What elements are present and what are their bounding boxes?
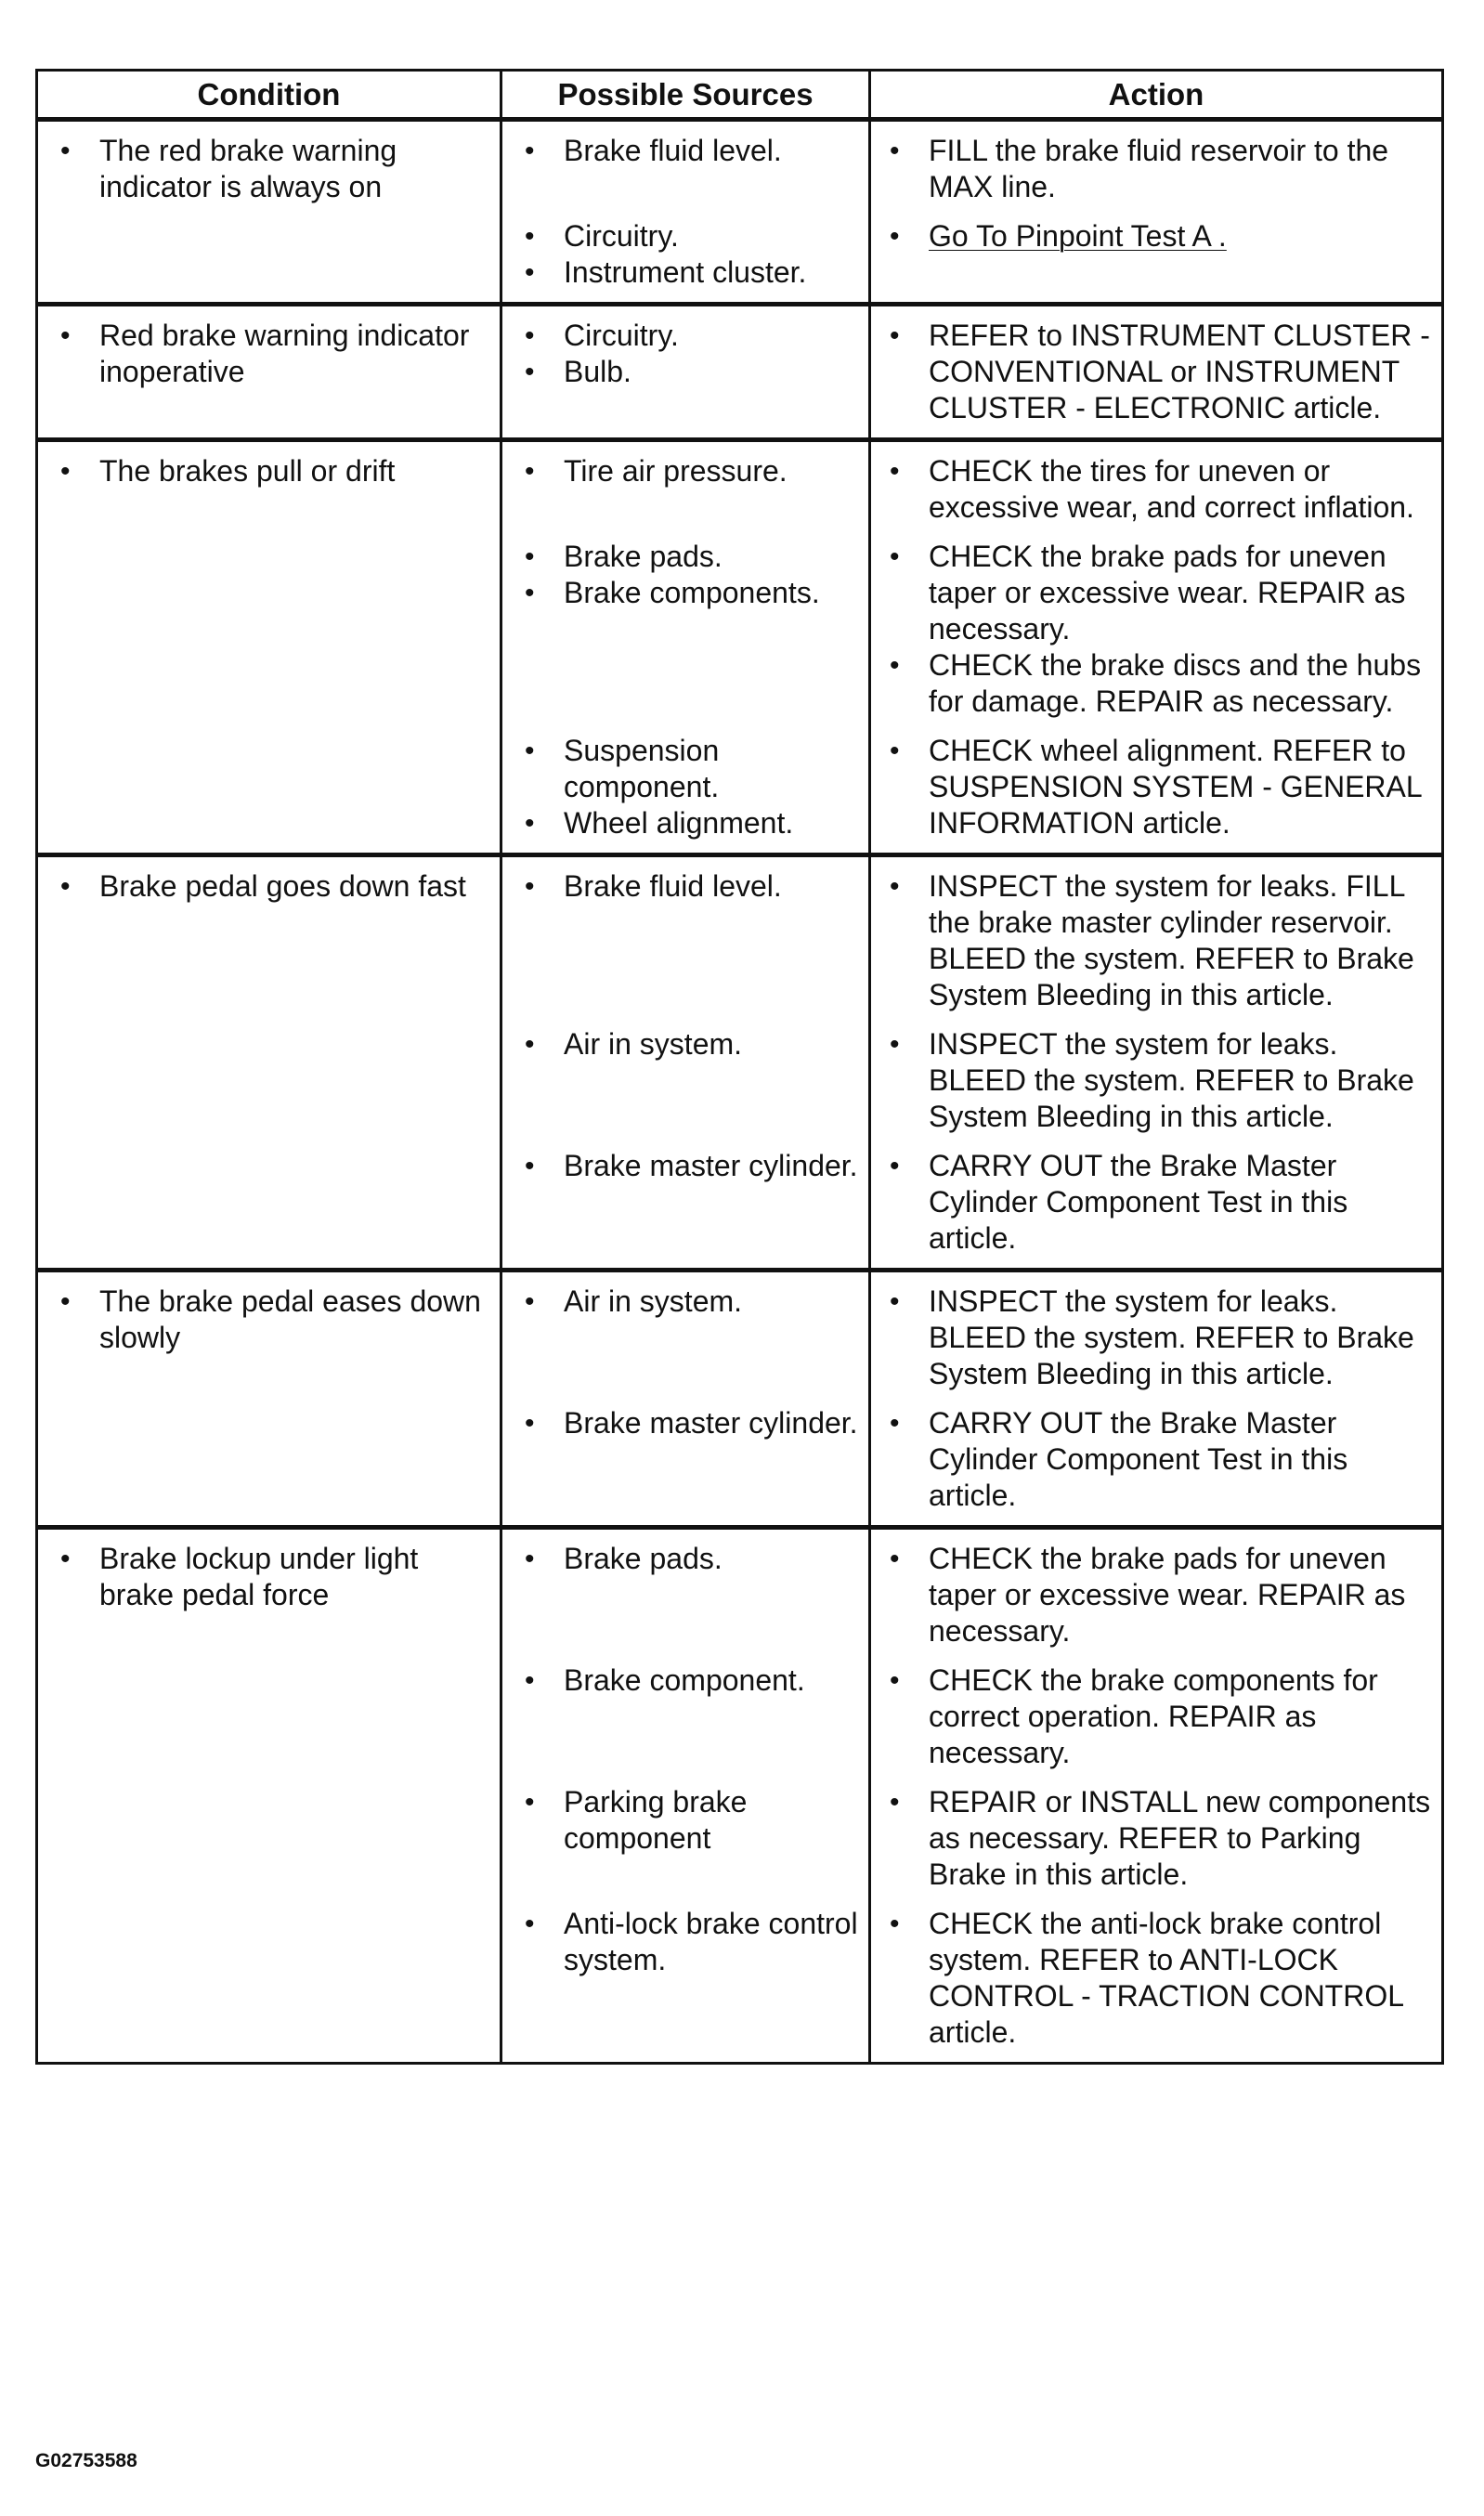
action-group xyxy=(929,453,1438,526)
action-header: Action xyxy=(870,71,1443,120)
source-item: • Suspension component. xyxy=(564,733,863,805)
action-group xyxy=(929,133,1438,205)
source-group xyxy=(564,453,863,526)
action-group xyxy=(929,318,1438,426)
source-group xyxy=(564,1784,863,1893)
actions-cell xyxy=(870,120,1443,305)
source-item: • Circuitry. xyxy=(564,318,863,354)
table-row xyxy=(37,440,1443,855)
source-group xyxy=(564,1405,863,1514)
source-group xyxy=(564,318,863,426)
condition-cell xyxy=(37,120,501,305)
source-group xyxy=(564,218,863,291)
action-group xyxy=(929,539,1438,720)
action-item: • INSPECT the system for leaks. BLEED the system. REFER to Brake System Bleeding in this article. xyxy=(929,1026,1438,1135)
table-row xyxy=(37,120,1443,305)
action-group xyxy=(929,218,1438,291)
condition-cell xyxy=(37,305,501,440)
source-item: • Brake pads. xyxy=(564,539,863,575)
source-item: • Brake master cylinder. xyxy=(564,1405,863,1441)
source-group xyxy=(564,1026,863,1135)
table-header-row xyxy=(37,71,1443,120)
pinpoint-test-link[interactable]: • Go To Pinpoint Test A . xyxy=(929,218,1438,254)
action-item: • CHECK the brake components for correct operation. REPAIR as necessary. xyxy=(929,1662,1438,1771)
action-group xyxy=(929,1784,1438,1893)
source-item: • Instrument cluster. xyxy=(564,254,863,291)
action-item: • CHECK the brake pads for uneven taper or excessive wear. REPAIR as necessary. xyxy=(929,1541,1438,1649)
source-item: • Anti-lock brake control system. xyxy=(564,1906,863,1978)
diagnosis-table-container xyxy=(35,69,1441,2065)
possible-sources-header: Possible Sources xyxy=(501,71,870,120)
source-group xyxy=(564,1541,863,1649)
action-item: • CHECK wheel alignment. REFER to SUSPENSION SYSTEM - GENERAL INFORMATION article. xyxy=(929,733,1438,841)
source-item: • Parking brake component xyxy=(564,1784,863,1857)
source-item: • Wheel alignment. xyxy=(564,805,863,841)
action-group xyxy=(929,1662,1438,1771)
action-item: • CARRY OUT the Brake Master Cylinder Component Test in this article. xyxy=(929,1405,1438,1514)
table-row xyxy=(37,1528,1443,2064)
condition-text: • The red brake warning indicator is always on xyxy=(99,133,487,205)
source-item: • Brake fluid level. xyxy=(564,133,863,169)
source-group xyxy=(564,1148,863,1257)
source-item: • Brake fluid level. xyxy=(564,868,863,905)
condition-cell xyxy=(37,855,501,1271)
sources-cell xyxy=(501,855,870,1271)
action-item: • CHECK the brake pads for uneven taper or excessive wear. REPAIR as necessary. xyxy=(929,539,1438,647)
sources-cell xyxy=(501,440,870,855)
actions-cell xyxy=(870,305,1443,440)
source-group xyxy=(564,1906,863,2051)
action-item: • INSPECT the system for leaks. FILL the brake master cylinder reservoir. BLEED the system. REFER to Brake System Bleeding in this article. xyxy=(929,868,1438,1013)
action-group xyxy=(929,1284,1438,1392)
action-item: • CHECK the anti-lock brake control system. REFER to ANTI-LOCK CONTROL - TRACTION CONTROL article. xyxy=(929,1906,1438,2051)
source-item: • Air in system. xyxy=(564,1026,863,1062)
source-item: • Brake master cylinder. xyxy=(564,1148,863,1184)
source-item: • Brake component. xyxy=(564,1662,863,1699)
source-item: • Bulb. xyxy=(564,354,863,390)
action-group xyxy=(929,1026,1438,1135)
source-item: • Brake pads. xyxy=(564,1541,863,1577)
source-group xyxy=(564,133,863,205)
condition-cell xyxy=(37,1528,501,2064)
sources-cell xyxy=(501,1271,870,1528)
actions-cell xyxy=(870,1271,1443,1528)
diagnosis-table xyxy=(35,69,1444,2065)
condition-text: • The brakes pull or drift xyxy=(99,453,487,489)
action-item: • INSPECT the system for leaks. BLEED the system. REFER to Brake System Bleeding in this article. xyxy=(929,1284,1438,1392)
sources-cell xyxy=(501,1528,870,2064)
action-item: • CARRY OUT the Brake Master Cylinder Component Test in this article. xyxy=(929,1148,1438,1257)
source-group xyxy=(564,868,863,1013)
table-body xyxy=(37,120,1443,2064)
table-row xyxy=(37,855,1443,1271)
source-group xyxy=(564,539,863,720)
action-group xyxy=(929,1148,1438,1257)
table-row xyxy=(37,1271,1443,1528)
source-group xyxy=(564,733,863,841)
sources-cell xyxy=(501,305,870,440)
condition-text: • Red brake warning indicator inoperative xyxy=(99,318,487,390)
action-group xyxy=(929,1541,1438,1649)
source-item: • Tire air pressure. xyxy=(564,453,863,489)
action-item: • CHECK the brake discs and the hubs for damage. REPAIR as necessary. xyxy=(929,647,1438,720)
source-group xyxy=(564,1284,863,1392)
condition-text: • Brake pedal goes down fast xyxy=(99,868,487,905)
action-group xyxy=(929,1906,1438,2051)
actions-cell xyxy=(870,1528,1443,2064)
source-group xyxy=(564,1662,863,1771)
action-group xyxy=(929,868,1438,1013)
source-item: • Circuitry. xyxy=(564,218,863,254)
condition-cell xyxy=(37,440,501,855)
figure-id: G02753588 xyxy=(35,2450,137,2471)
action-item: • REPAIR or INSTALL new components as necessary. REFER to Parking Brake in this article. xyxy=(929,1784,1438,1893)
source-item: • Brake components. xyxy=(564,575,863,611)
source-item: • Air in system. xyxy=(564,1284,863,1320)
condition-cell xyxy=(37,1271,501,1528)
table-row xyxy=(37,305,1443,440)
condition-header: Condition xyxy=(37,71,501,120)
condition-text: • The brake pedal eases down slowly xyxy=(99,1284,487,1356)
action-group xyxy=(929,1405,1438,1514)
actions-cell xyxy=(870,440,1443,855)
sources-cell xyxy=(501,120,870,305)
action-item: • CHECK the tires for uneven or excessive wear, and correct inflation. xyxy=(929,453,1438,526)
action-item: • REFER to INSTRUMENT CLUSTER - CONVENTIONAL or INSTRUMENT CLUSTER - ELECTRONIC article. xyxy=(929,318,1438,426)
actions-cell xyxy=(870,855,1443,1271)
condition-text: • Brake lockup under light brake pedal force xyxy=(99,1541,487,1613)
action-item: • FILL the brake fluid reservoir to the MAX line. xyxy=(929,133,1438,205)
action-group xyxy=(929,733,1438,841)
